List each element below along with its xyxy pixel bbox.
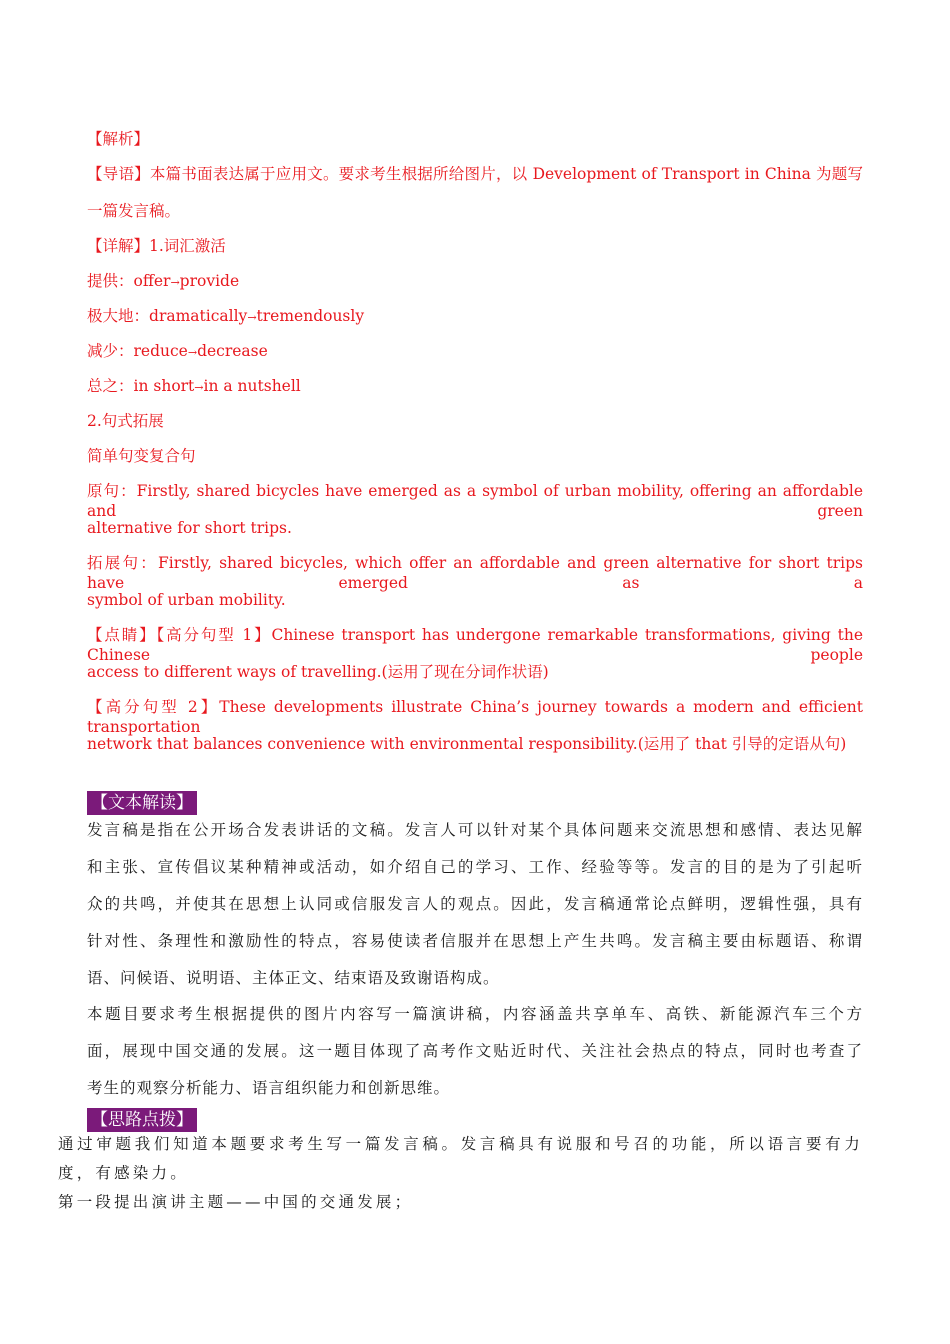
- vocab-cn: 减少：: [87, 342, 134, 360]
- vocab-item: [87, 376, 863, 398]
- text-reading-line: 面，展现中国交通的发展。这一题目体现了高考作文贴近时代、关注社会热点的特点，同时也考查了: [87, 1042, 863, 1060]
- original-sentence-line-2: alternative for short trips.: [87, 519, 292, 537]
- detail-tag: 【详解】: [87, 237, 150, 255]
- idea-tips-line: 通过审题我们知道本题要求考生写一篇发言稿。发言稿具有说服和号召的功能，所以语言要有力: [58, 1135, 863, 1153]
- highlight-line-3: 【高分句型 2】These developments illustrate China’s journey towards a modern and efficient transportation: [87, 698, 863, 736]
- vocab-from: reduce: [133, 342, 188, 360]
- vocab-cn: 总之：: [87, 377, 134, 395]
- vocab-cn: 极大地：: [87, 307, 150, 325]
- detail-heading: [87, 236, 863, 256]
- highlight-line-2: access to different ways of travelling.(运用了现在分词作状语): [87, 663, 549, 681]
- analysis-heading: 【解析】: [87, 130, 150, 148]
- vocab-from: dramatically: [149, 307, 248, 325]
- idea-tips-line: 度，有感染力。: [58, 1164, 189, 1182]
- text-reading-line: 本题目要求考生根据提供的图片内容写一篇演讲稿，内容涵盖共享单车、高铁、新能源汽车三个方: [87, 1005, 863, 1023]
- text-reading-line: 和主张、宣传倡议某种精神或活动，如介绍自己的学习、工作、经验等等。发言的目的是为了引起听: [87, 858, 863, 876]
- intro-tag: 【导语】: [87, 165, 150, 183]
- arrow-icon: →: [194, 381, 204, 394]
- text-reading-banner: 【文本解读】: [87, 791, 197, 815]
- vocab-item: [87, 341, 863, 363]
- text-reading-line: 语、问候语、说明语、主体正文、结束语及致谢语构成。: [87, 969, 500, 987]
- vocab-item: [87, 271, 863, 293]
- highlight-tag: 【点睛】: [87, 626, 157, 644]
- vocab-to: decrease: [197, 342, 268, 360]
- arrow-icon: →: [187, 346, 198, 359]
- sentence-subtitle: 简单句变复合句: [87, 447, 196, 465]
- highlight-line-4: network that balances convenience with environmental responsibility.(运用了 that 引导的定语从句): [87, 735, 847, 753]
- text-reading-line: 针对性、条理性和激励性的特点，容易使读者信服并在思想上产生共鸣。发言稿主要由标题语、称谓: [87, 932, 863, 950]
- vocab-to: provide: [179, 272, 240, 290]
- expanded-sentence-line-2: symbol of urban mobility.: [87, 591, 286, 609]
- idea-tips-line: 第一段提出演讲主题——中国的交通发展；: [58, 1193, 414, 1211]
- highlight-p1-text: 【高分句型 1】Chinese transport has undergone remarkable transformations, giving the Chinese people: [87, 626, 863, 664]
- intro-line-1: [87, 164, 863, 184]
- arrow-icon: →: [170, 276, 180, 289]
- original-sentence-line-1: 原句：Firstly, shared bicycles have emerged as a symbol of urban mobility, offering an affordable and green: [87, 482, 863, 520]
- expanded-sentence-line-1: 拓展句：Firstly, shared bicycles, which offer an affordable and green alternative for short trips have emerged as a: [87, 554, 863, 592]
- sentence-title: 2.句式拓展: [87, 412, 164, 430]
- vocab-from: in short: [133, 377, 195, 395]
- vocab-to: tremendously: [256, 307, 365, 325]
- intro-text-1: 本篇书面表达属于应用文。要求考生根据所给图片，以 Development of Transport in China 为题写: [149, 165, 863, 183]
- intro-line-2: 一篇发言稿。: [87, 202, 181, 220]
- vocab-from: offer: [133, 272, 171, 290]
- detail-title: 1.词汇激活: [149, 237, 226, 255]
- highlight-line-1: [87, 625, 863, 665]
- vocab-to: in a nutshell: [203, 377, 301, 395]
- arrow-icon: →: [247, 311, 257, 324]
- text-reading-line: 发言稿是指在公开场合发表讲话的文稿。发言人可以针对某个具体问题来交流思想和感情、表达见解: [87, 821, 863, 839]
- vocab-item: [87, 306, 863, 328]
- text-reading-line: 众的共鸣，并使其在思想上认同或信服发言人的观点。因此，发言稿通常论点鲜明，逻辑性强，具有: [87, 895, 863, 913]
- text-reading-line: 考生的观察分析能力、语言组织能力和创新思维。: [87, 1079, 451, 1097]
- idea-tips-banner: 【思路点拨】: [87, 1108, 197, 1132]
- vocab-cn: 提供：: [87, 272, 134, 290]
